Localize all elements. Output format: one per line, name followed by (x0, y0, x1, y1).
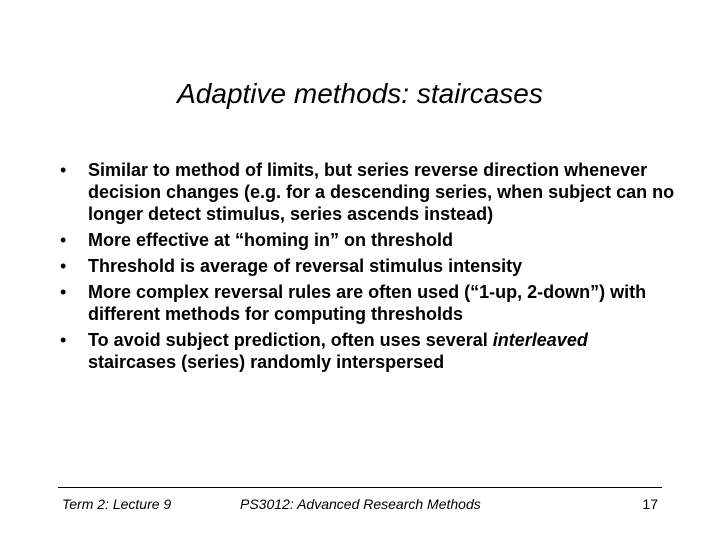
bullet-text: Threshold is average of reversal stimulus intensity (88, 256, 523, 276)
bullet-text-before: To avoid subject prediction, often uses several (88, 330, 493, 350)
bullet-list (58, 159, 678, 377)
bullet-item (58, 281, 678, 325)
bullet-item (58, 159, 678, 225)
bullet-text: More complex reversal rules are often used (“1-up, 2-down”) with different methods for computing thresholds (88, 282, 647, 324)
footer-lecture: Term 2: Lecture 9 (62, 496, 172, 512)
page-number: 17 (642, 496, 658, 512)
bullet-text: Similar to method of limits, but series reverse direction whenever decision changes (e.g. for a descending series, when subject can no longer detect stimulus, series ascends instead) (88, 160, 675, 224)
bullet-item (58, 255, 678, 277)
bullet-emphasis: interleaved (492, 330, 588, 350)
footer-divider (58, 487, 662, 488)
bullet-item (58, 229, 678, 251)
bullet-text-after: staircases (series) randomly interspersed (88, 352, 445, 372)
bullet-text: More effective at “homing in” on threshold (88, 230, 454, 250)
slide-title: Adaptive methods: staircases (177, 78, 543, 109)
footer-course: PS3012: Advanced Research Methods (240, 496, 481, 512)
bullet-item (58, 329, 678, 373)
